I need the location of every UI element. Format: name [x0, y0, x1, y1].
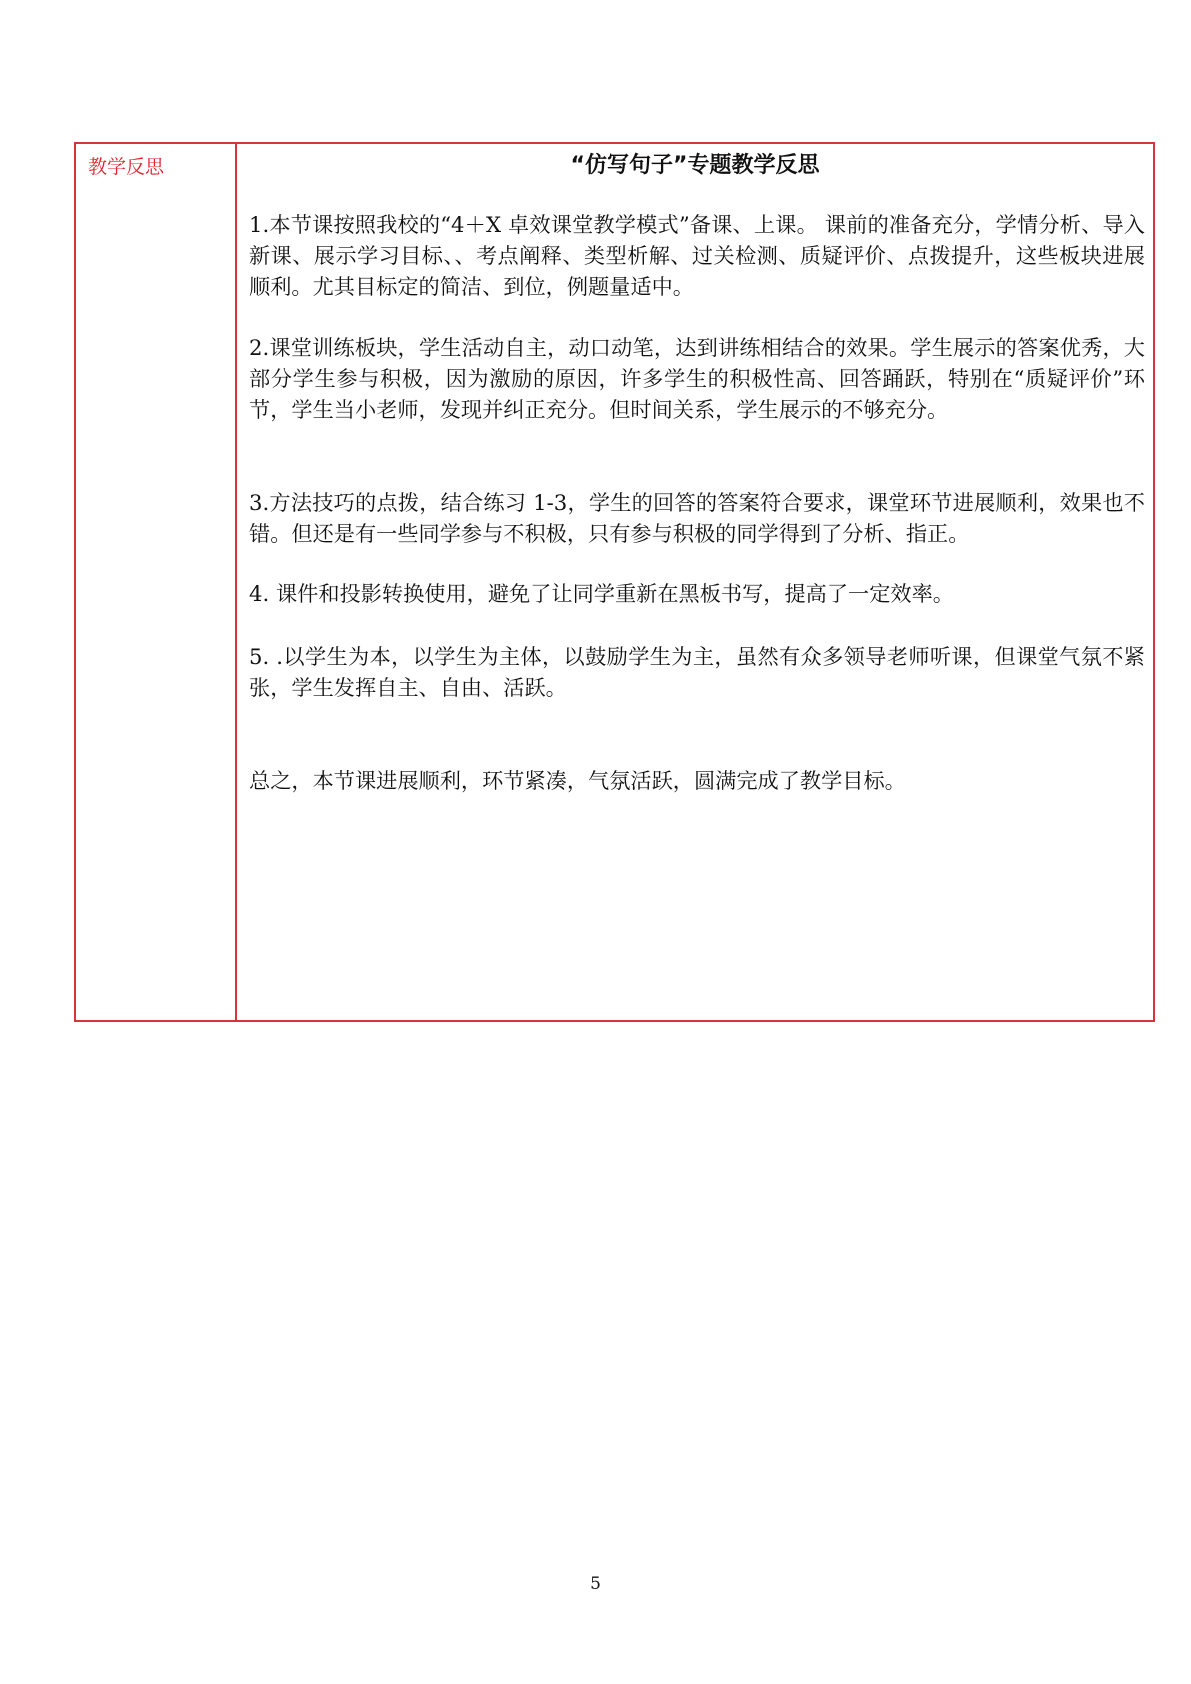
- paragraph-3: 3.方法技巧的点拨，结合练习 1-3，学生的回答的答案符合要求，课堂环节进展顺利，效果也不错。但还是有一些同学参与不积极，只有参与积极的同学得到了分析、指正。: [249, 490, 1145, 546]
- content-cell: [237, 144, 1153, 1020]
- summary-paragraph: 总之，本节课进展顺利，环节紧凑，气氛活跃，圆满完成了教学目标。: [249, 768, 906, 793]
- page-number: 5: [590, 1574, 601, 1594]
- paragraph-5: 5. .以学生为本，以学生为主体，以鼓励学生为主，虽然有众多领导老师听课，但课堂气氛不紧张，学生发挥自主、自由、活跃。: [249, 644, 1145, 700]
- paragraph-4: 4. 课件和投影转换使用，避免了让同学重新在黑板书写，提高了一定效率。: [249, 581, 954, 606]
- reflection-table: [74, 142, 1155, 1022]
- label-cell: [76, 144, 237, 1020]
- paragraph-2: 2.课堂训练板块，学生活动自主，动口动笔，达到讲练相结合的效果。学生展示的答案优秀，大部分学生参与积极，因为激励的原因，许多学生的积极性高、回答踊跃，特别在“质疑评价”环节，学生当小老师，发现并纠正充分。但时间关系，学生展示的不够充分。: [249, 335, 1145, 422]
- paragraph-1: 1.本节课按照我校的“4＋X 卓效课堂教学模式”备课、上课。 课前的准备充分，学情分析、导入新课、展示学习目标、、考点阐释、类型析解、过关检测、质疑评价、点拨提升，这些板块进展顺利。尤其目标定的简洁、到位，例题量适中。: [249, 212, 1145, 299]
- section-label: 教学反思: [88, 156, 165, 178]
- document-title: “仿写句子”专题教学反思: [570, 153, 820, 178]
